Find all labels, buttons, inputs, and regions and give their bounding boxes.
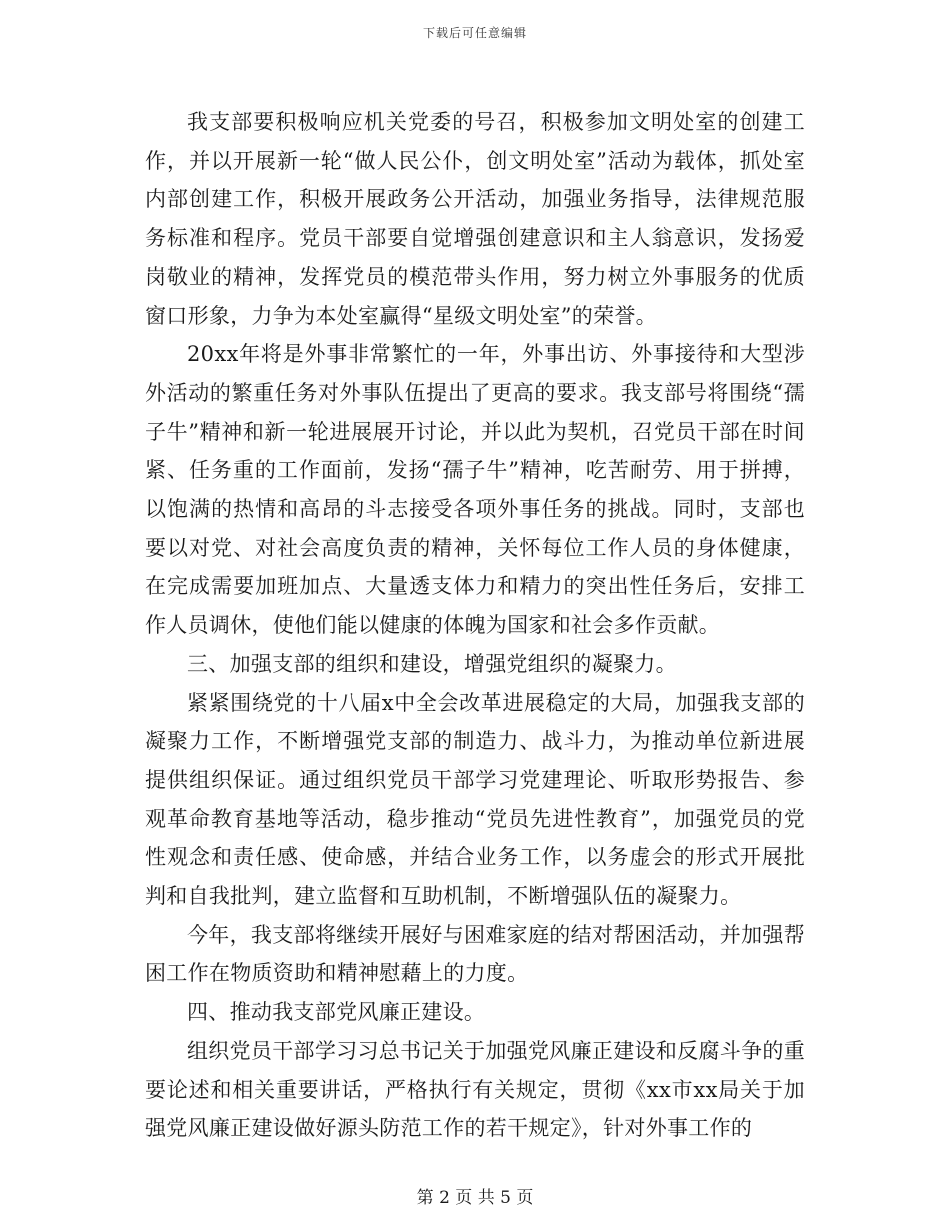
document-body (145, 103, 805, 1148)
section-heading: 四、推动我支部党风廉正建设。 (187, 1000, 486, 1025)
body-paragraph: 我支部要积极响应机关党委的号召，积极参加文明处室的创建工作，并以开展新一轮“做人民公仆，创文明处室”活动为载体，抓处室内部创建工作，积极开展政务公开活动，加强业务指导，法律规范服务标准和程序。党员干部要自觉增强创建意识和主人翁意识，发扬爱岗敬业的精神，发挥党员的模范带头作用，努力树立外事服务的优质窗口形象，力争为本处室赢得“星级文明处室”的荣誉。 (145, 110, 805, 328)
page-header: 下载后可任意编辑 (422, 26, 527, 40)
body-paragraph: 今年，我支部将继续开展好与困难家庭的结对帮困活动，并加强帮困工作在物质资助和精神慰藉上的力度。 (145, 922, 805, 986)
body-paragraph: 20xx年将是外事非常繁忙的一年，外事出访、外事接待和大型涉外活动的繁重任务对外事队伍提出了更高的要求。我支部号将围绕“孺子牛”精神和新一轮进展展开讨论，并以此为契机，召党员干部在时间紧、任务重的工作面前，发扬“孺子牛”精神，吃苦耐劳、用于拼搏，以饱满的热情和高昂的斗志接受各项外事任务的挑战。同时，支部也要以对党、对社会高度负责的精神，关怀每位工作人员的身体健康，在完成需要加班加点、大量透支体力和精力的突出性任务后，安排工作人员调休，使他们能以健康的体魄为国家和社会多作贡献。 (145, 342, 805, 638)
body-paragraph: 组织党员干部学习习总书记关于加强党风廉正建设和反腐斗争的重要论述和相关重要讲话，严格执行有关规定，贯彻《xx市xx局关于加强党风廉正建设做好源头防范工作的若干规定》，针对外事工作的 (145, 1038, 805, 1141)
section-heading: 三、加强支部的组织和建设，增强党组织的凝聚力。 (187, 651, 677, 676)
body-paragraph: 紧紧围绕党的十八届x中全会改革进展稳定的大局，加强我支部的凝聚力工作，不断增强党支部的制造力、战斗力，为推动单位新进展提供组织保证。通过组织党员干部学习党建理论、听取形势报告、参观革命教育基地等活动，稳步推动“党员先进性教育”，加强党员的党性观念和责任感、使命感，并结合业务工作，以务虚会的形式开展批判和自我批判，建立监督和互助机制，不断增强队伍的凝聚力。 (145, 690, 805, 909)
page-number-footer: 第 2 页 共 5 页 (416, 1188, 534, 1208)
